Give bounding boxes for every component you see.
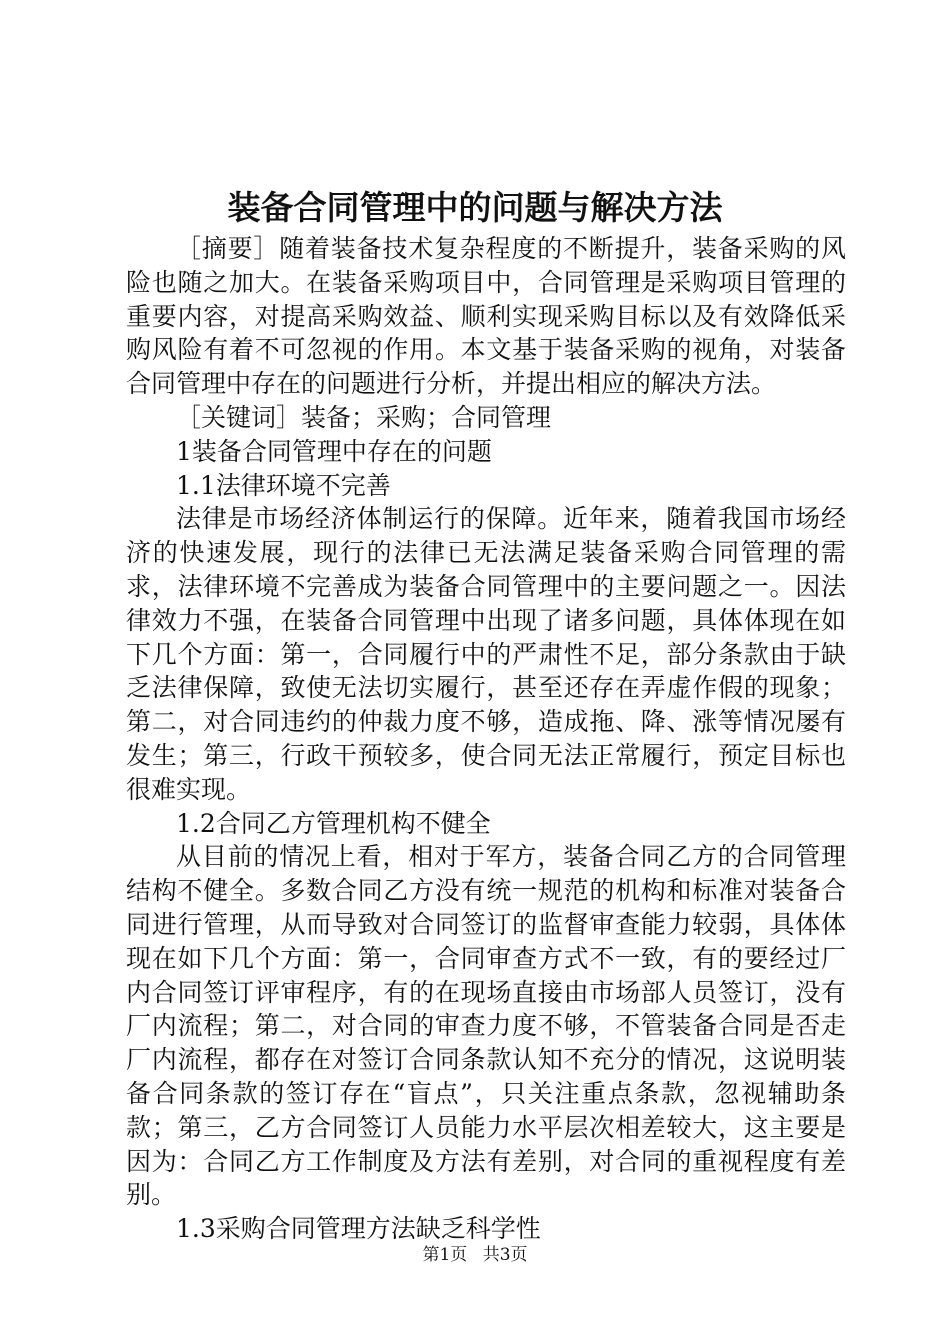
section-1-heading: 1装备合同管理中存在的问题 bbox=[176, 436, 492, 466]
section-1-3-heading: 1.3采购合同管理方法缺乏科学性 bbox=[176, 1214, 541, 1244]
keywords-paragraph: ［关键词］装备；采购；合同管理 bbox=[176, 402, 552, 432]
section-1-1-paragraph: 法律是市场经济体制运行的保障。近年来，随着我国市场经济的快速发展，现行的法律已无法满足装备采购合同管理的需求，法律环境不完善成为装备合同管理中的主要问题之一。因法律效力不强，在装备合同管理中出现了诸多问题，具体体现在如下几个方面：第一，合同履行中的严肃性不足，部分条款由于缺乏法律保障，致使无法切实履行，甚至还存在弄虚作假的现象；第二，对合同违约的仲裁力度不够，造成拖、降、涨等情况屡有发生；第三，行政干预较多，使合同无法正常履行，预定目标也很难实现。 bbox=[126, 504, 846, 804]
section-1-1-heading: 1.1法律环境不完善 bbox=[176, 470, 391, 500]
section-1-2-paragraph: 从目前的情况上看，相对于军方，装备合同乙方的合同管理结构不健全。多数合同乙方没有统一规范的机构和标准对装备合同进行管理，从而导致对合同签订的监督审查能力较弱，具体体现在如下几个方面：第一，合同审查方式不一致，有的要经过厂内合同签订评审程序，有的在现场直接由市场部人员签订，没有厂内流程；第二，对合同的审查力度不够，不管装备合同是否走厂内流程，都存在对签订合同条款认知不充分的情况，这说明装备合同条款的签订存在“盲点”，只关注重点条款，忽视辅助条款；第三，乙方合同签订人员能力水平层次相差较大，这主要是因为：合同乙方工作制度及方法有差别，对合同的重视程度有差别。 bbox=[126, 842, 846, 1210]
page-number: 第1页 bbox=[422, 1245, 468, 1265]
section-1-2-heading: 1.2合同乙方管理机构不健全 bbox=[176, 808, 491, 838]
page-footer bbox=[0, 1243, 950, 1267]
page-total: 共3页 bbox=[482, 1245, 528, 1265]
abstract-paragraph: ［摘要］随着装备技术复杂程度的不断提升，装备采购的风险也随之加大。在装备采购项目中，合同管理是采购项目管理的重要内容，对提高采购效益、顺利实现采购目标以及有效降低采购风险有着不可忽视的作用。本文基于装备采购的视角，对装备合同管理中存在的问题进行分析，并提出相应的解决方法。 bbox=[126, 234, 846, 399]
document-body bbox=[126, 232, 846, 1246]
document-title: 装备合同管理中的问题与解决方法 bbox=[227, 188, 723, 227]
